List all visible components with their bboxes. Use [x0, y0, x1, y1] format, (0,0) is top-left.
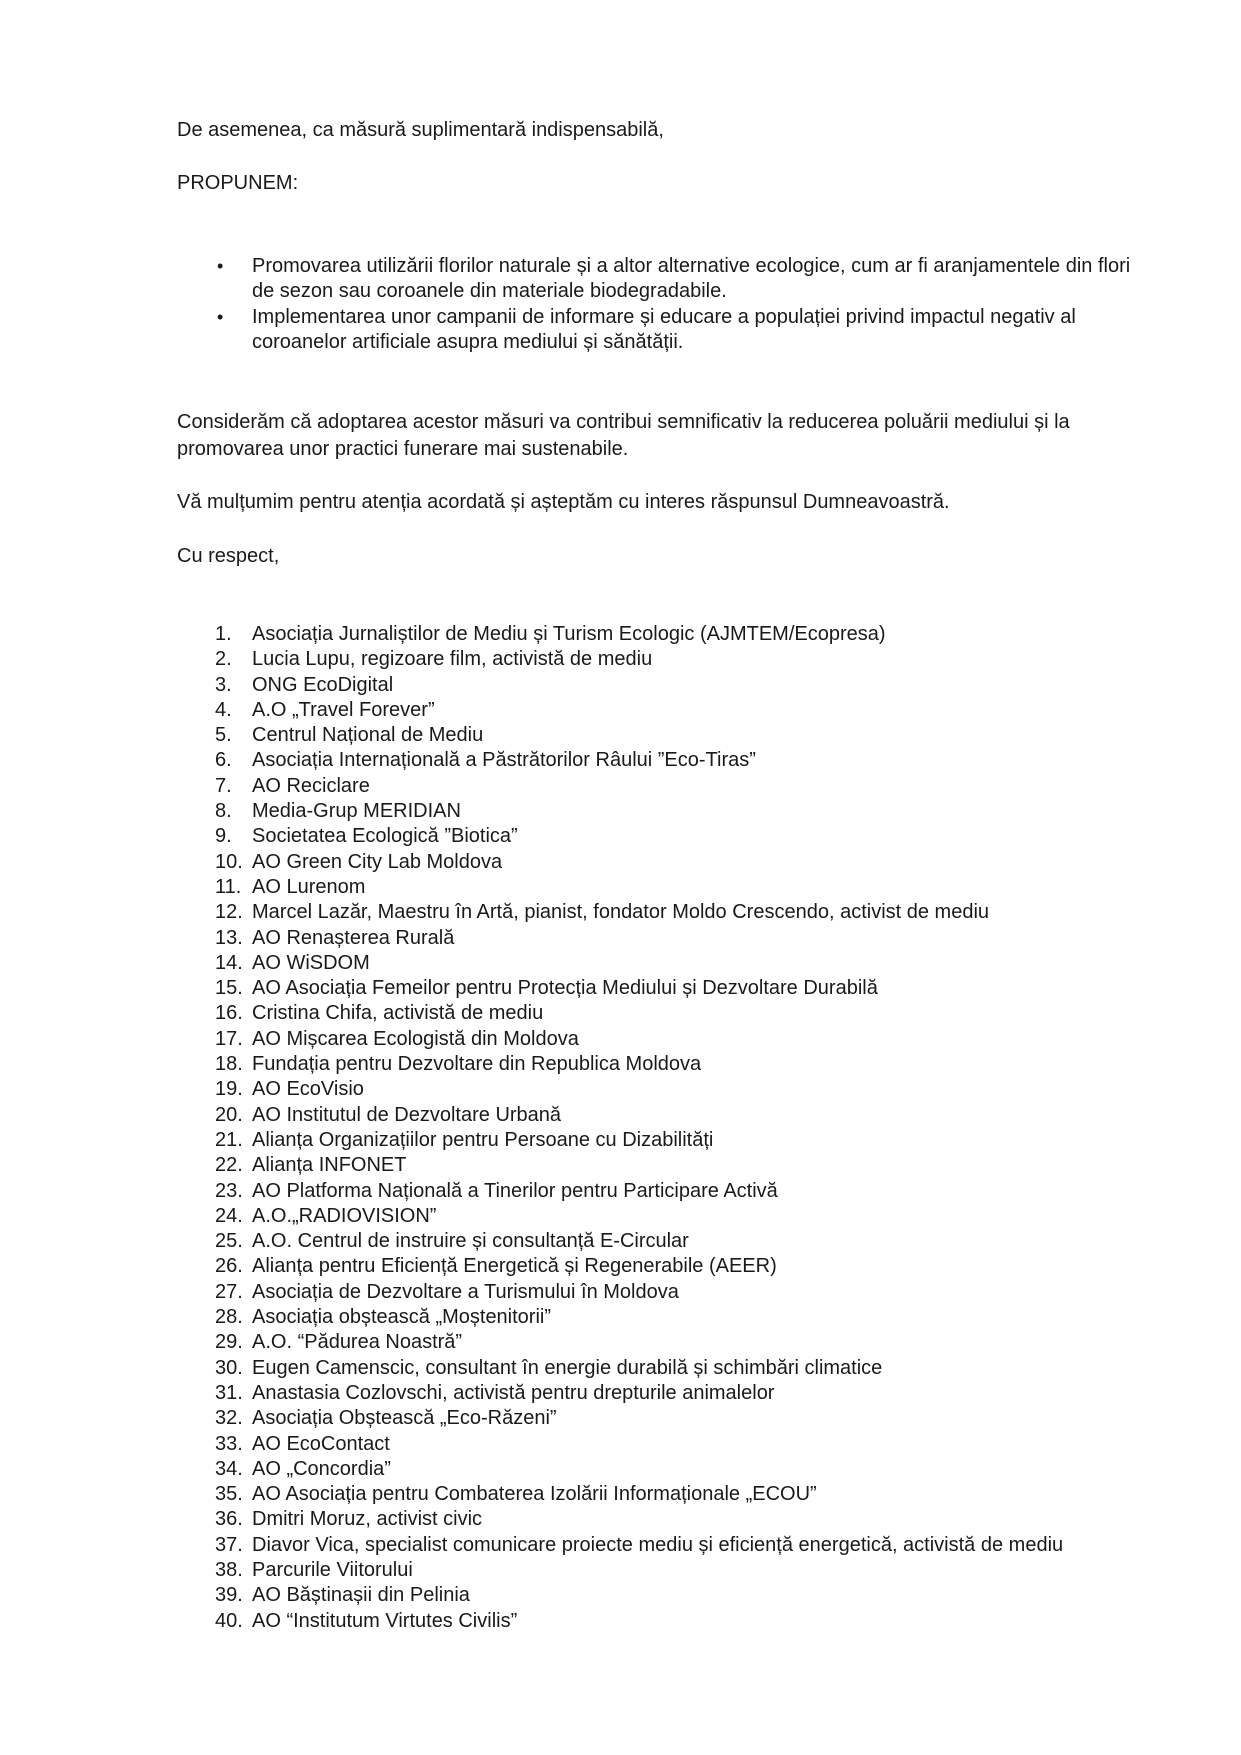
signatory-item [177, 622, 1227, 647]
signatory-item [177, 976, 1227, 1001]
signatory-number: 28. [215, 1306, 243, 1329]
bullet-icon: • [217, 256, 224, 276]
signatory-item [177, 1052, 1227, 1077]
signatory-number: 12. [215, 901, 243, 924]
signatory-name: Asociația de Dezvoltare a Turismului în Moldova [252, 1280, 679, 1303]
signatory-name: AO Reciclare [252, 774, 370, 797]
signatory-item [177, 1432, 1227, 1457]
signatory-number: 3. [215, 673, 232, 696]
signatory-item [177, 1583, 1227, 1608]
signatory-number: 13. [215, 926, 243, 949]
signatory-item [177, 1533, 1227, 1558]
signatory-name: AO Lurenom [252, 875, 366, 898]
signatory-name: Asociația Obștească „Eco-Răzeni” [252, 1407, 557, 1430]
signatory-name: Cristina Chifa, activistă de mediu [252, 1002, 544, 1025]
signatory-item [177, 1179, 1227, 1204]
signatory-number: 10. [215, 850, 243, 873]
signatory-name: Lucia Lupu, regizoare film, activistă de mediu [252, 648, 653, 671]
signatory-number: 27. [215, 1280, 243, 1303]
signatory-number: 14. [215, 951, 243, 974]
signatory-number: 25. [215, 1230, 243, 1253]
signatory-number: 20. [215, 1103, 243, 1126]
signatory-item [177, 926, 1227, 951]
signatory-name: AO Asociația pentru Combaterea Izolării Informaționale „ECOU” [252, 1483, 817, 1506]
signatory-item [177, 799, 1227, 824]
proposal-text: Promovarea utilizării florilor naturale și a altor alternative ecologice, cum ar fi aranjamentele din flori de sezon sau coroanele din materiale biodegradabile. [252, 255, 1131, 302]
signatory-number: 26. [215, 1255, 243, 1278]
signatory-item [177, 1027, 1227, 1052]
signatory-name: Anastasia Cozlovschi, activistă pentru drepturile animalelor [252, 1381, 775, 1404]
signatory-name: AO Asociația Femeilor pentru Protecția Mediului și Dezvoltare Durabilă [252, 977, 878, 1000]
proposal-item [177, 254, 1157, 304]
signatory-name: AO „Concordia” [252, 1457, 391, 1480]
signatory-name: AO EcoContact [252, 1432, 390, 1455]
signatory-item [177, 1077, 1227, 1102]
signatory-item [177, 1356, 1227, 1381]
signatory-item [177, 748, 1227, 773]
signatory-name: A.O. “Pădurea Noastră” [252, 1331, 463, 1354]
signatory-name: AO EcoVisio [252, 1078, 364, 1101]
signatory-name: AO Platforma Națională a Tinerilor pentru Participare Activă [252, 1179, 778, 1202]
signatory-item [177, 1482, 1227, 1507]
signatory-item [177, 1330, 1227, 1355]
signatory-number: 35. [215, 1483, 243, 1506]
signatory-item [177, 1254, 1227, 1279]
signatory-item [177, 1280, 1227, 1305]
signatory-number: 29. [215, 1331, 243, 1354]
signatory-name: AO Băștinașii din Pelinia [252, 1584, 470, 1607]
signatory-item [177, 1381, 1227, 1406]
signatory-item [177, 698, 1227, 723]
signatory-number: 23. [215, 1179, 243, 1202]
signatory-name: Asociația obștească „Moștenitorii” [252, 1306, 552, 1329]
signatory-name: A.O „Travel Forever” [252, 698, 435, 721]
signatory-item [177, 875, 1227, 900]
signatory-number: 32. [215, 1407, 243, 1430]
signatory-name: Dmitri Moruz, activist civic [252, 1508, 483, 1531]
signatory-number: 5. [215, 724, 232, 747]
closing-text: Cu respect, [177, 545, 280, 567]
signatory-name: A.O.„RADIOVISION” [252, 1204, 437, 1227]
signatory-item [177, 647, 1227, 672]
signatory-number: 9. [215, 825, 232, 848]
signatory-number: 18. [215, 1053, 243, 1076]
signatory-number: 30. [215, 1356, 243, 1379]
signatory-item [177, 1305, 1227, 1330]
signatory-number: 8. [215, 800, 232, 823]
signatory-item [177, 1457, 1227, 1482]
signatory-number: 16. [215, 1002, 243, 1025]
signatory-name: A.O. Centrul de instruire și consultanță E-Circular [252, 1230, 689, 1253]
signatory-name: Asociația Jurnaliștilor de Mediu și Turism Ecologic (AJMTEM/Ecopresa) [252, 623, 886, 645]
signatory-number: 2. [215, 648, 232, 671]
signatory-name: AO WiSDOM [252, 951, 370, 974]
signatory-number: 6. [215, 749, 232, 772]
signatory-number: 4. [215, 698, 232, 721]
signatory-number: 36. [215, 1508, 243, 1531]
signatory-number: 38. [215, 1558, 243, 1581]
signatory-item [177, 723, 1227, 748]
signatory-item [177, 1609, 1227, 1634]
signatory-name: Parcurile Viitorului [252, 1558, 413, 1581]
signatory-number: 7. [215, 774, 232, 797]
signatory-item [177, 824, 1227, 849]
signatory-name: Media-Grup MERIDIAN [252, 800, 461, 823]
signatory-number: 39. [215, 1584, 243, 1607]
signatory-item [177, 774, 1227, 799]
signatory-item [177, 850, 1227, 875]
signatory-name: Alianța pentru Eficiență Energetică și Regenerabile (AEER) [252, 1255, 777, 1278]
signatory-item [177, 1507, 1227, 1532]
proposal-text: Implementarea unor campanii de informare și educare a populației privind impactul negativ al coroanelor artificiale asupra mediului și sănătății. [252, 306, 1076, 353]
signatory-name: Diavor Vica, specialist comunicare proiecte mediu și eficiență energetică, activistă de mediu [252, 1533, 1064, 1556]
signatory-name: Societatea Ecologică ”Biotica” [252, 825, 518, 848]
signatory-name: AO Mișcarea Ecologistă din Moldova [252, 1027, 579, 1050]
signatory-name: Asociația Internațională a Păstrătorilor Râului ”Eco-Tiras” [252, 749, 756, 772]
signatory-name: Alianța Organizațiilor pentru Persoane cu Dizabilități [252, 1128, 714, 1151]
signatory-item [177, 1128, 1227, 1153]
signatory-name: ONG EcoDigital [252, 673, 394, 696]
signatory-name: AO Institutul de Dezvoltare Urbană [252, 1103, 562, 1126]
signatory-name: AO Renașterea Rurală [252, 926, 455, 949]
signatory-number: 31. [215, 1381, 243, 1404]
signatory-name: Eugen Camenscic, consultant în energie durabilă și schimbări climatice [252, 1356, 883, 1379]
signatory-item [177, 1103, 1227, 1128]
signatory-number: 15. [215, 977, 243, 1000]
signatory-item [177, 900, 1227, 925]
signatory-item [177, 1153, 1227, 1178]
signatory-number: 21. [215, 1128, 243, 1151]
signatory-number: 19. [215, 1078, 243, 1101]
signatory-name: Fundația pentru Dezvoltare din Republica Moldova [252, 1053, 702, 1076]
signatory-number: 33. [215, 1432, 243, 1455]
signatory-number: 22. [215, 1154, 243, 1177]
signatory-item [177, 1558, 1227, 1583]
signatory-name: Alianța INFONET [252, 1154, 407, 1177]
proposals-list [177, 254, 1157, 356]
signatory-item [177, 951, 1227, 976]
signatory-number: 11. [215, 875, 242, 898]
conclusion-paragraph: Considerăm că adoptarea acestor măsuri va contribui semnificativ la reducerea poluării mediului și la promovarea unor practici funerare mai sustenabile. [177, 411, 1070, 460]
signatory-item [177, 1001, 1227, 1026]
signatory-item [177, 1406, 1227, 1431]
signatory-name: AO “Institutum Virtutes Civilis” [252, 1609, 518, 1632]
bullet-icon: • [217, 307, 224, 327]
signatory-number: 40. [215, 1609, 243, 1632]
signatory-item [177, 673, 1227, 698]
proposals-heading: PROPUNEM: [177, 172, 299, 194]
intro-paragraph: De asemenea, ca măsură suplimentară indispensabilă, [177, 119, 664, 141]
signatory-number: 17. [215, 1027, 243, 1050]
proposal-item [177, 305, 1157, 355]
signatory-number: 24. [215, 1204, 243, 1227]
signatory-name: AO Green City Lab Moldova [252, 850, 503, 873]
signatory-name: Marcel Lazăr, Maestru în Artă, pianist, fondator Moldo Crescendo, activist de mediu [252, 901, 990, 924]
signatory-number: 1. [215, 623, 232, 645]
thanks-paragraph: Vă mulțumim pentru atenția acordată și așteptăm cu interes răspunsul Dumneavoastră. [177, 491, 950, 513]
signatory-item [177, 1229, 1227, 1254]
signatory-number: 37. [215, 1533, 243, 1556]
signatory-item [177, 1204, 1227, 1229]
signatories-list [177, 622, 1227, 1634]
signatory-name: Centrul Național de Mediu [252, 724, 484, 747]
signatory-number: 34. [215, 1457, 243, 1480]
